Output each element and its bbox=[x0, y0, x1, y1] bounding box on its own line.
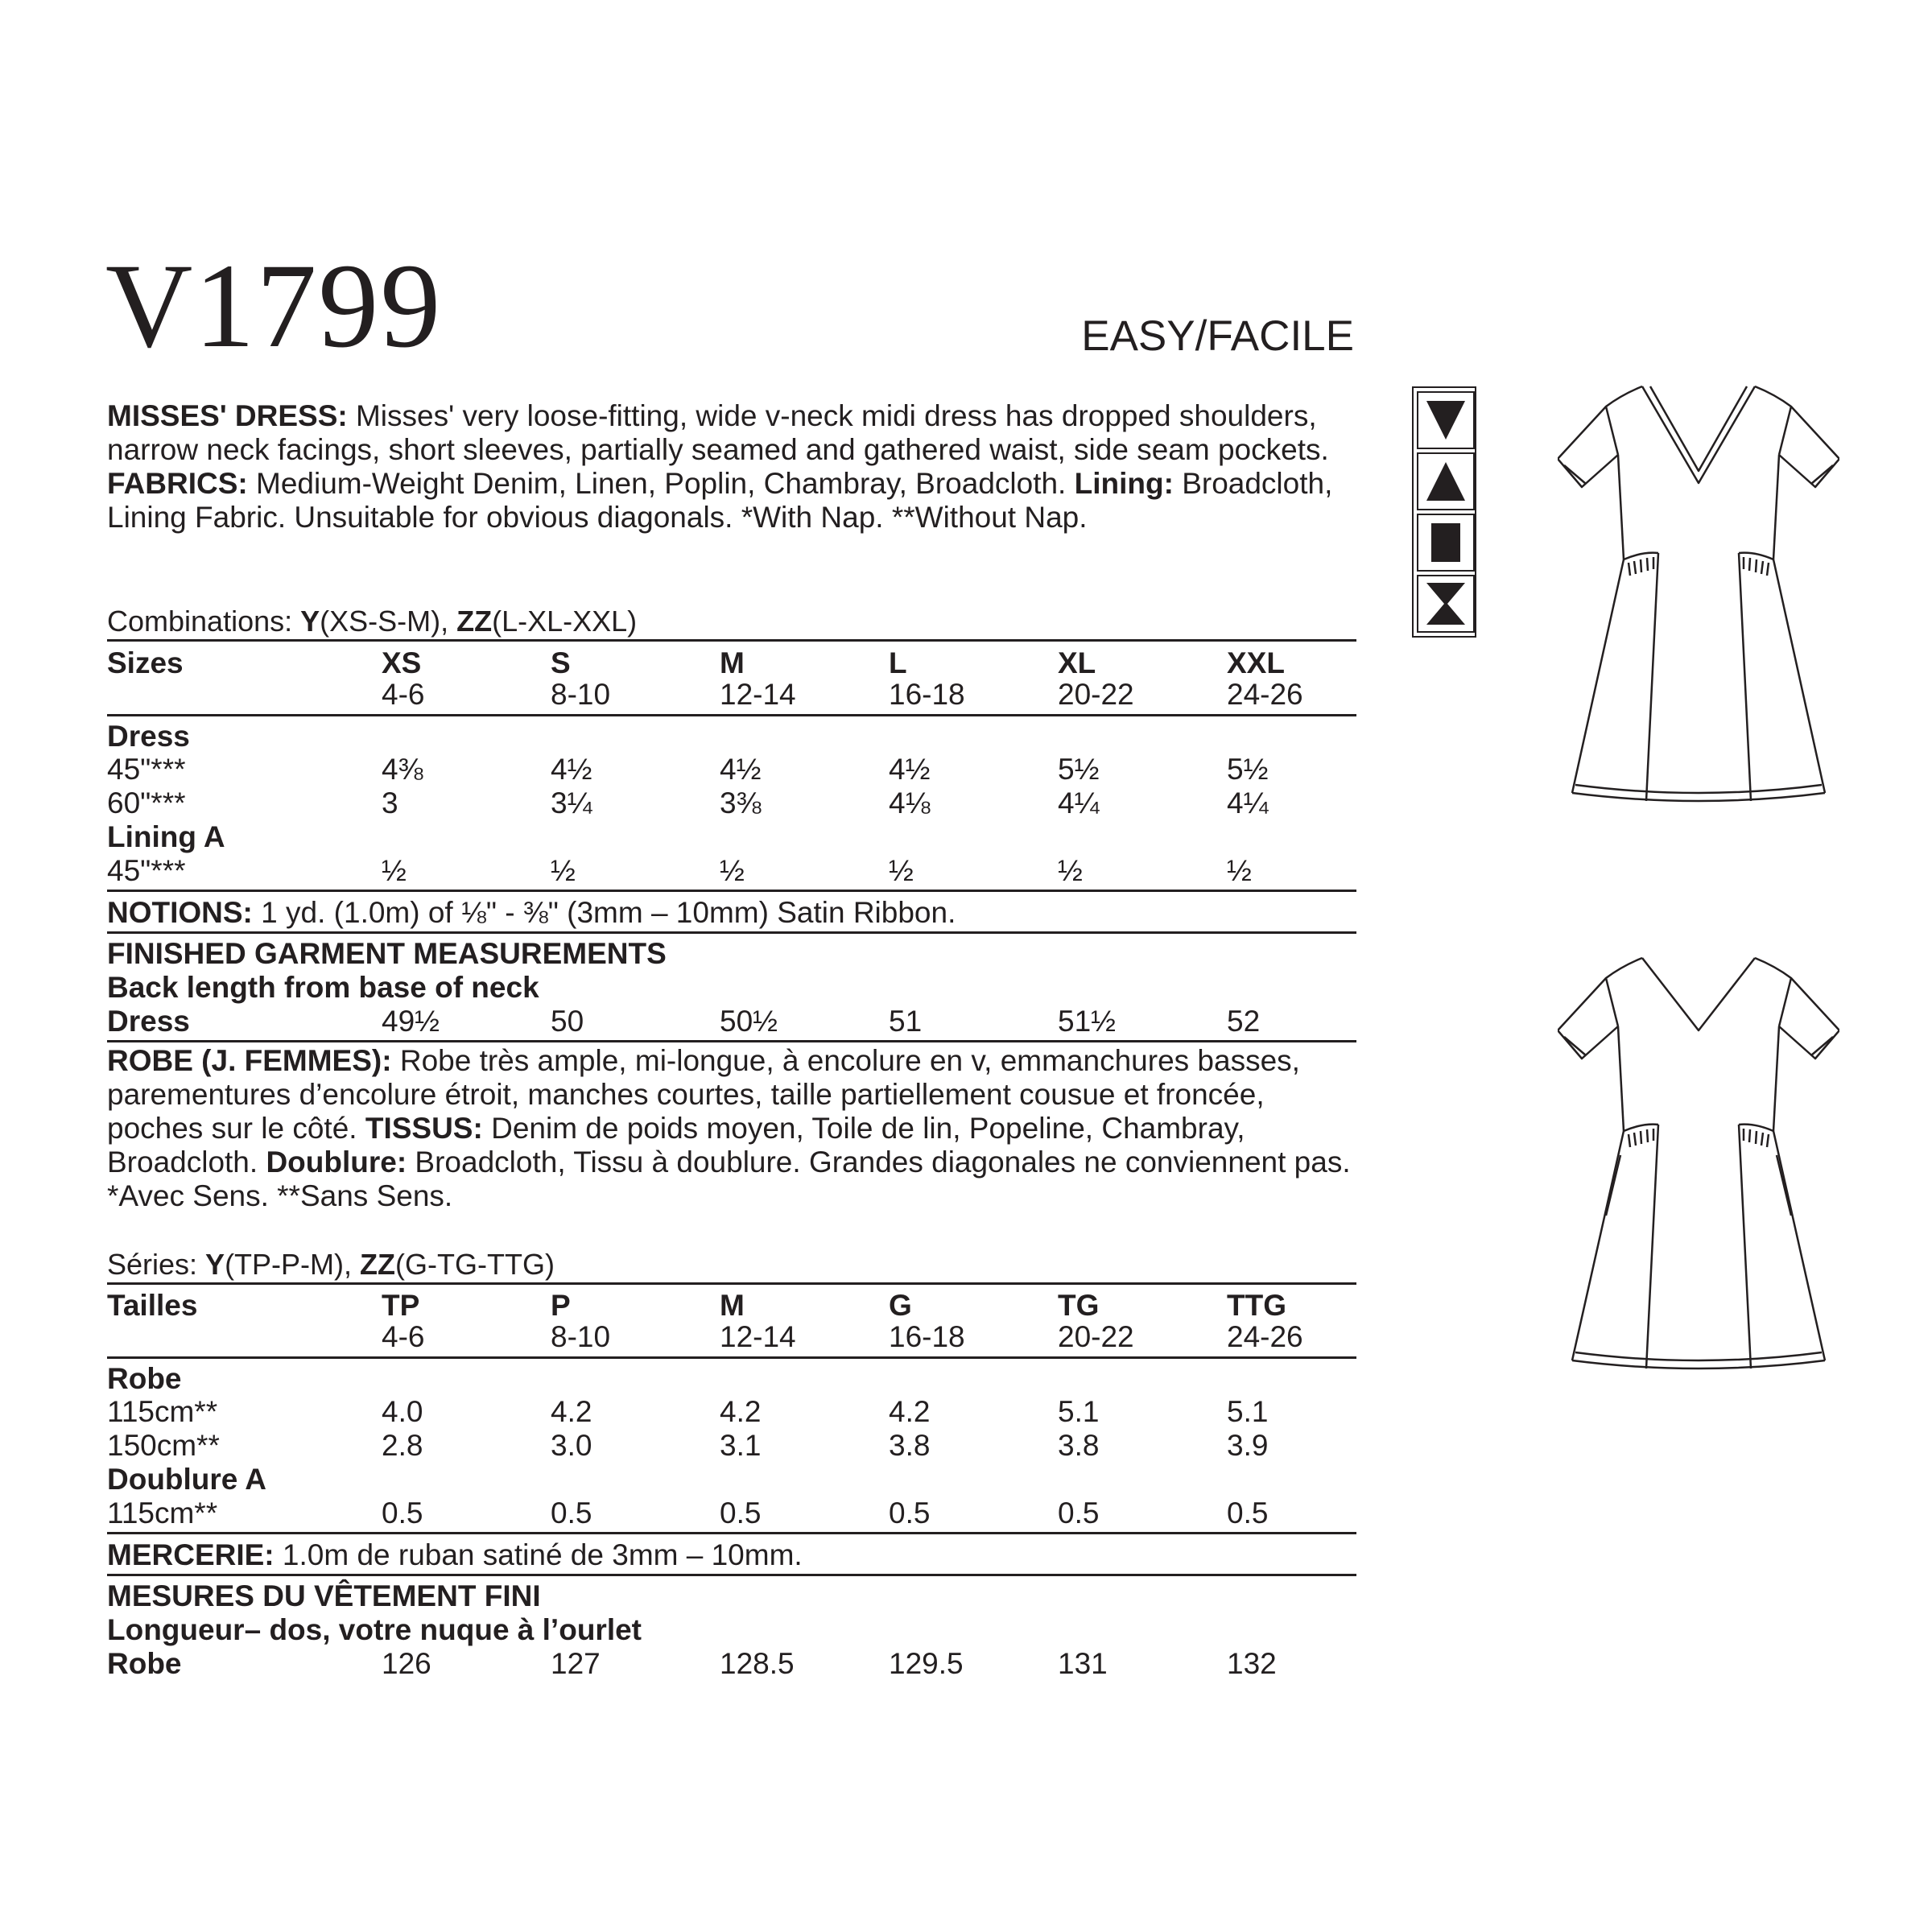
size-number-cell: 20-22 bbox=[1058, 678, 1134, 711]
lining-label: Lining: bbox=[1074, 467, 1174, 500]
measurement-cell: 51½ bbox=[1058, 1005, 1117, 1038]
fabric-width: 45"*** bbox=[107, 854, 186, 887]
measurement-cell: 50½ bbox=[720, 1005, 778, 1038]
fabric-width: 115cm** bbox=[107, 1395, 218, 1428]
notions-text: 1.0m de ruban satiné de 3mm – 10mm. bbox=[274, 1538, 803, 1571]
size-cell: G bbox=[889, 1289, 912, 1322]
triangle-up-icon bbox=[1417, 452, 1475, 510]
measurement-cell: 126 bbox=[382, 1647, 431, 1680]
measurement-cell: 131 bbox=[1058, 1647, 1108, 1680]
yardage-cell: 3.9 bbox=[1227, 1429, 1269, 1462]
difficulty-label: EASY/FACILE bbox=[1081, 312, 1354, 360]
size-cell: XL bbox=[1058, 646, 1096, 679]
fabric-width: 60"*** bbox=[107, 786, 186, 819]
table-rule bbox=[107, 1574, 1356, 1576]
dress-heading-row bbox=[107, 1362, 1356, 1396]
finished-measurements-heading: MESURES DU VÊTEMENT FINI bbox=[107, 1579, 541, 1612]
size-numbers-row bbox=[107, 678, 1356, 712]
combo-zz-sizes: (L-XL-XXL) bbox=[492, 605, 638, 638]
yardage-cell: 4.0 bbox=[382, 1395, 423, 1428]
lining-heading-row bbox=[107, 1463, 1356, 1496]
yardage-cell: ½ bbox=[551, 854, 576, 887]
fabrics-label: TISSUS: bbox=[365, 1112, 483, 1145]
sizes-label: Sizes bbox=[107, 646, 184, 679]
finished-row-label: Robe bbox=[107, 1647, 182, 1680]
table-rule bbox=[107, 639, 1356, 642]
combo-y: Y bbox=[205, 1248, 225, 1281]
notions-line bbox=[107, 1538, 803, 1572]
yardage-cell: 5½ bbox=[1227, 753, 1269, 786]
measurement-cell: 127 bbox=[551, 1647, 601, 1680]
table-rule bbox=[107, 890, 1356, 892]
yardage-cell: 0.5 bbox=[720, 1496, 762, 1530]
yardage-cell: 0.5 bbox=[551, 1496, 592, 1530]
back-length-heading: Back length from base of neck bbox=[107, 971, 539, 1004]
fabric-width: 45"*** bbox=[107, 753, 186, 786]
combo-y-sizes: (XS-S-M), bbox=[320, 605, 457, 638]
size-cell: XS bbox=[382, 646, 422, 679]
dress-heading-row bbox=[107, 720, 1356, 753]
yardage-cell: 4¼ bbox=[1058, 786, 1100, 819]
pattern-number: V1799 bbox=[105, 239, 443, 373]
combinations-label: Combinations: bbox=[107, 605, 301, 638]
table-rule bbox=[107, 1282, 1356, 1285]
size-number-cell: 16-18 bbox=[889, 678, 965, 711]
yardage-cell: 5.1 bbox=[1058, 1395, 1100, 1428]
fabrics-text: Denim de poids moyen, Toile de lin, Popeline, Chambray, Broadcloth. bbox=[107, 1112, 1245, 1179]
size-cell: TP bbox=[382, 1289, 420, 1322]
size-number-cell: 24-26 bbox=[1227, 678, 1303, 711]
size-number-cell: 12-14 bbox=[720, 1320, 796, 1353]
yardage-cell: 3.0 bbox=[551, 1429, 592, 1462]
yardage-cell: 4½ bbox=[889, 753, 931, 786]
description-lead: ROBE (J. FEMMES): bbox=[107, 1044, 392, 1077]
table-rule bbox=[107, 714, 1356, 716]
measurement-cell: 49½ bbox=[382, 1005, 440, 1038]
size-number-cell: 12-14 bbox=[720, 678, 796, 711]
fabric-width: 115cm** bbox=[107, 1496, 218, 1530]
sizes-header-row bbox=[107, 646, 1356, 680]
yardage-cell: 3⅜ bbox=[720, 786, 762, 819]
yardage-cell: 3 bbox=[382, 786, 398, 819]
measurement-cell: 51 bbox=[889, 1005, 923, 1038]
combo-y: Y bbox=[300, 605, 320, 638]
description-text: Robe très ample, mi-longue, à encolure en v, emmanchures basses, parementures d’encolure étroit, manches courtes, taille partiellement cousue et froncée, poches sur le côté. bbox=[107, 1044, 1300, 1145]
series-line bbox=[107, 1249, 555, 1281]
yardage-cell: 4.2 bbox=[889, 1395, 931, 1428]
yardage-cell: 4½ bbox=[720, 753, 762, 786]
combo-zz: ZZ bbox=[360, 1248, 396, 1281]
dress-back-illustration bbox=[1558, 950, 1839, 1381]
yardage-cell: 0.5 bbox=[1227, 1496, 1269, 1530]
yardage-cell: 4⅛ bbox=[889, 786, 931, 819]
yardage-cell: 4.2 bbox=[551, 1395, 592, 1428]
measurement-cell: 132 bbox=[1227, 1647, 1277, 1680]
sizes-label: Tailles bbox=[107, 1289, 198, 1322]
figure-type-symbols bbox=[1412, 386, 1476, 638]
lining-text: Broadcloth, Tissu à doublure. Grandes diagonales ne conviennent pas. *Avec Sens. **Sans Sens. bbox=[107, 1146, 1351, 1212]
table-rule bbox=[107, 931, 1356, 934]
size-number-cell: 24-26 bbox=[1227, 1320, 1303, 1353]
notions-line bbox=[107, 896, 956, 930]
measurement-cell: 52 bbox=[1227, 1005, 1261, 1038]
table-rule bbox=[107, 1532, 1356, 1534]
description-text: Misses' very loose-fitting, wide v-neck midi dress has dropped shoulders, narrow neck facings, short sleeves, partially seamed and gathered waist, side seam pockets. bbox=[107, 399, 1329, 466]
size-number-cell: 20-22 bbox=[1058, 1320, 1134, 1353]
table-row bbox=[107, 786, 1356, 820]
yardage-cell: 2.8 bbox=[382, 1429, 423, 1462]
combo-zz-sizes: (G-TG-TTG) bbox=[395, 1248, 555, 1281]
size-number-cell: 4-6 bbox=[382, 1320, 425, 1353]
square-icon bbox=[1417, 514, 1475, 572]
table-row bbox=[107, 854, 1356, 888]
table-row bbox=[107, 1496, 1356, 1530]
dress-label: Robe bbox=[107, 1362, 182, 1395]
yardage-cell: 4¼ bbox=[1227, 786, 1269, 819]
yardage-cell: ½ bbox=[889, 854, 914, 887]
size-number-cell: 8-10 bbox=[551, 1320, 611, 1353]
lining-text: Broadcloth, Lining Fabric. Unsuitable for obvious diagonals. *With Nap. **Without Nap. bbox=[107, 467, 1333, 534]
size-cell: S bbox=[551, 646, 571, 679]
measurement-cell: 129.5 bbox=[889, 1647, 964, 1680]
size-numbers-row bbox=[107, 1320, 1356, 1354]
yardage-cell: 5½ bbox=[1058, 753, 1100, 786]
measurement-cell: 50 bbox=[551, 1005, 584, 1038]
measurement-cell: 128.5 bbox=[720, 1647, 795, 1680]
english-description bbox=[107, 399, 1363, 535]
size-cell: TTG bbox=[1227, 1289, 1286, 1322]
yardage-cell: ½ bbox=[1227, 854, 1252, 887]
lining-heading-row bbox=[107, 820, 1356, 854]
yardage-cell: ½ bbox=[382, 854, 407, 887]
notions-label: NOTIONS: bbox=[107, 896, 253, 929]
size-cell: TG bbox=[1058, 1289, 1100, 1322]
hourglass-icon bbox=[1417, 575, 1475, 633]
yardage-cell: 0.5 bbox=[1058, 1496, 1100, 1530]
size-cell: M bbox=[720, 646, 745, 679]
dress-front-illustration bbox=[1558, 382, 1839, 813]
table-row bbox=[107, 1005, 1356, 1038]
yardage-cell: 0.5 bbox=[382, 1496, 423, 1530]
yardage-cell: ½ bbox=[1058, 854, 1083, 887]
yardage-cell: 3.8 bbox=[889, 1429, 931, 1462]
size-cell: XXL bbox=[1227, 646, 1285, 679]
table-row bbox=[107, 1647, 1356, 1681]
series-label: Séries: bbox=[107, 1248, 206, 1281]
size-number-cell: 8-10 bbox=[551, 678, 611, 711]
triangle-down-icon bbox=[1417, 391, 1475, 449]
notions-label: MERCERIE: bbox=[107, 1538, 275, 1571]
lining-label: Lining A bbox=[107, 820, 225, 853]
finished-measurements-heading: FINISHED GARMENT MEASUREMENTS bbox=[107, 937, 667, 970]
table-row bbox=[107, 1395, 1356, 1429]
sizes-header-row bbox=[107, 1289, 1356, 1323]
table-row bbox=[107, 1429, 1356, 1463]
fabric-width: 150cm** bbox=[107, 1429, 220, 1462]
yardage-cell: 5.1 bbox=[1227, 1395, 1269, 1428]
size-cell: L bbox=[889, 646, 907, 679]
yardage-cell: 4.2 bbox=[720, 1395, 762, 1428]
combo-y-sizes: (TP-P-M), bbox=[225, 1248, 361, 1281]
table-rule bbox=[107, 1040, 1356, 1042]
yardage-cell: ½ bbox=[720, 854, 745, 887]
description-lead: MISSES' DRESS: bbox=[107, 399, 348, 432]
notions-text: 1 yd. (1.0m) of ⅛" - ⅜" (3mm – 10mm) Satin Ribbon. bbox=[252, 896, 956, 929]
back-length-heading: Longueur– dos, votre nuque à l’ourlet bbox=[107, 1613, 642, 1646]
yardage-cell: 3.1 bbox=[720, 1429, 762, 1462]
lining-label: Doublure A bbox=[107, 1463, 267, 1496]
table-rule bbox=[107, 1356, 1356, 1359]
yardage-cell: 0.5 bbox=[889, 1496, 931, 1530]
size-number-cell: 16-18 bbox=[889, 1320, 965, 1353]
yardage-cell: 3.8 bbox=[1058, 1429, 1100, 1462]
finished-row-label: Dress bbox=[107, 1005, 190, 1038]
dress-label: Dress bbox=[107, 720, 190, 753]
yardage-cell: 4⅜ bbox=[382, 753, 423, 786]
fabrics-label: FABRICS: bbox=[107, 467, 248, 500]
table-row bbox=[107, 753, 1356, 786]
lining-label: Doublure: bbox=[266, 1146, 407, 1179]
combinations-line bbox=[107, 605, 637, 638]
size-cell: M bbox=[720, 1289, 745, 1322]
size-number-cell: 4-6 bbox=[382, 678, 425, 711]
yardage-cell: 3¼ bbox=[551, 786, 592, 819]
yardage-cell: 4½ bbox=[551, 753, 592, 786]
size-cell: P bbox=[551, 1289, 571, 1322]
french-description bbox=[107, 1044, 1363, 1213]
fabrics-text: Medium-Weight Denim, Linen, Poplin, Chambray, Broadcloth. bbox=[247, 467, 1075, 500]
combo-zz: ZZ bbox=[456, 605, 493, 638]
